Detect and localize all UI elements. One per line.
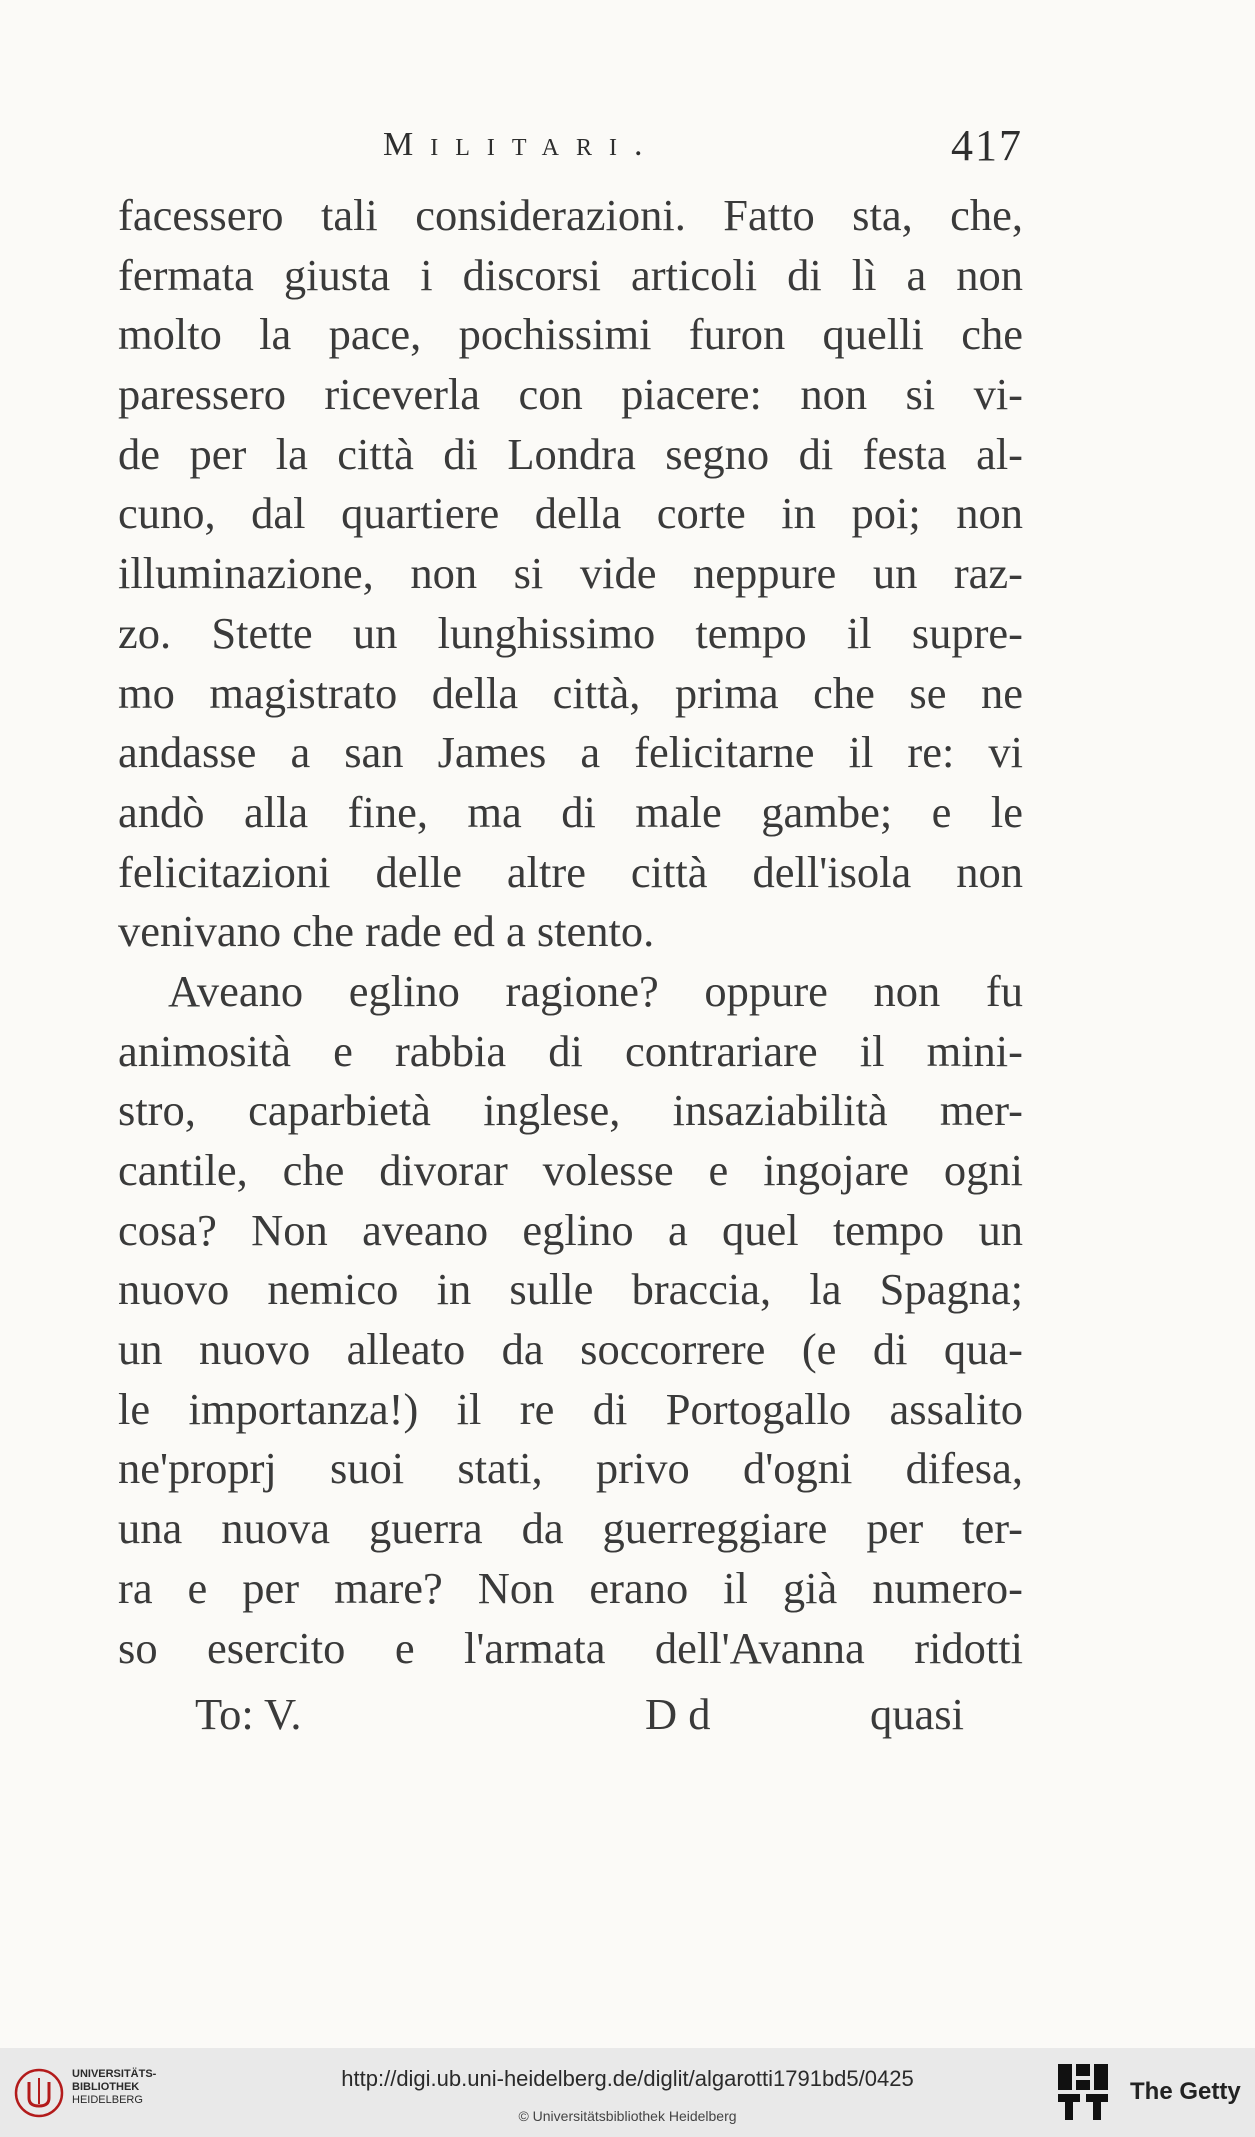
text-line: cuno, dal quartiere della corte in poi; non (118, 488, 1023, 539)
text-line: stro, caparbietà inglese, insaziabilità mer- (118, 1085, 1023, 1136)
library-name-line: HEIDELBERG (72, 2094, 143, 2106)
signature-mark: D d (645, 1689, 711, 1739)
text-line: facessero tali considerazioni. Fatto sta, che, (118, 190, 1023, 240)
volume-mark: To: V. (195, 1689, 302, 1739)
text-line: so esercito e l'armata dell'Avanna ridotti (118, 1622, 1023, 1673)
text-line: una nuova guerra da guerreggiare per ter- (118, 1503, 1023, 1554)
partner-name: The Getty (1130, 2078, 1241, 2105)
library-name-line: UNIVERSITÄTS- (72, 2068, 157, 2080)
text-line: Aveano eglino ragione? oppure non fu (168, 965, 1023, 1016)
text-line: zo. Stette un lunghissimo tempo il supre- (118, 607, 1023, 658)
text-line: cosa? Non aveano eglino a quel tempo un (118, 1204, 1023, 1255)
text-line: andasse a san James a felicitarne il re: vi (118, 727, 1023, 778)
library-name-line: BIBLIOTHEK (72, 2081, 140, 2093)
text-line: felicitazioni delle altre città dell'isola non (118, 846, 1023, 897)
permalink-url[interactable]: http://digi.ub.uni-heidelberg.de/diglit/algarotti1791bd5/0425 (341, 2066, 914, 2091)
text-line: le importanza!) il re di Portogallo assalito (118, 1383, 1023, 1434)
page-number: 417 (951, 121, 1023, 170)
text-line: de per la città di Londra segno di festa al- (118, 428, 1023, 479)
text-line: venivano che rade ed a stento. (118, 906, 655, 957)
signature-line (195, 1688, 1025, 1748)
text-line: nuovo nemico in sulle braccia, la Spagna; (118, 1264, 1023, 1315)
text-line: molto la pace, pochissimi furon quelli che (118, 309, 1023, 360)
text-line: ne'proprj suoi stati, privo d'ogni difesa, (118, 1443, 1023, 1494)
catchword: quasi (870, 1689, 964, 1739)
body-text (118, 186, 1023, 1678)
copyright-notice: © Universitätsbibliothek Heidelberg (518, 2108, 737, 2124)
text-line: un nuovo alleato da soccorrere (e di qua- (118, 1324, 1023, 1375)
running-title: Militari. (383, 126, 660, 163)
running-head (118, 120, 1023, 180)
text-line: andò alla fine, ma di male gambe; e le (118, 786, 1023, 837)
getty-logo-icon (1056, 2062, 1112, 2122)
text-line: cantile, che divorar volesse e ingojare ogni (118, 1145, 1023, 1195)
text-line: ra e per mare? Non erano il già numero- (118, 1562, 1023, 1613)
text-line: fermata giusta i discorsi articoli di lì a non (118, 249, 1023, 300)
text-line: paressero riceverla con piacere: non si vi- (118, 369, 1023, 420)
text-line: mo magistrato della città, prima che se ne (118, 667, 1023, 718)
text-line: animosità e rabbia di contrariare il mini- (118, 1025, 1023, 1076)
viewer-footer (0, 2048, 1255, 2137)
text-line: illuminazione, non si vide neppure un raz- (118, 548, 1023, 599)
